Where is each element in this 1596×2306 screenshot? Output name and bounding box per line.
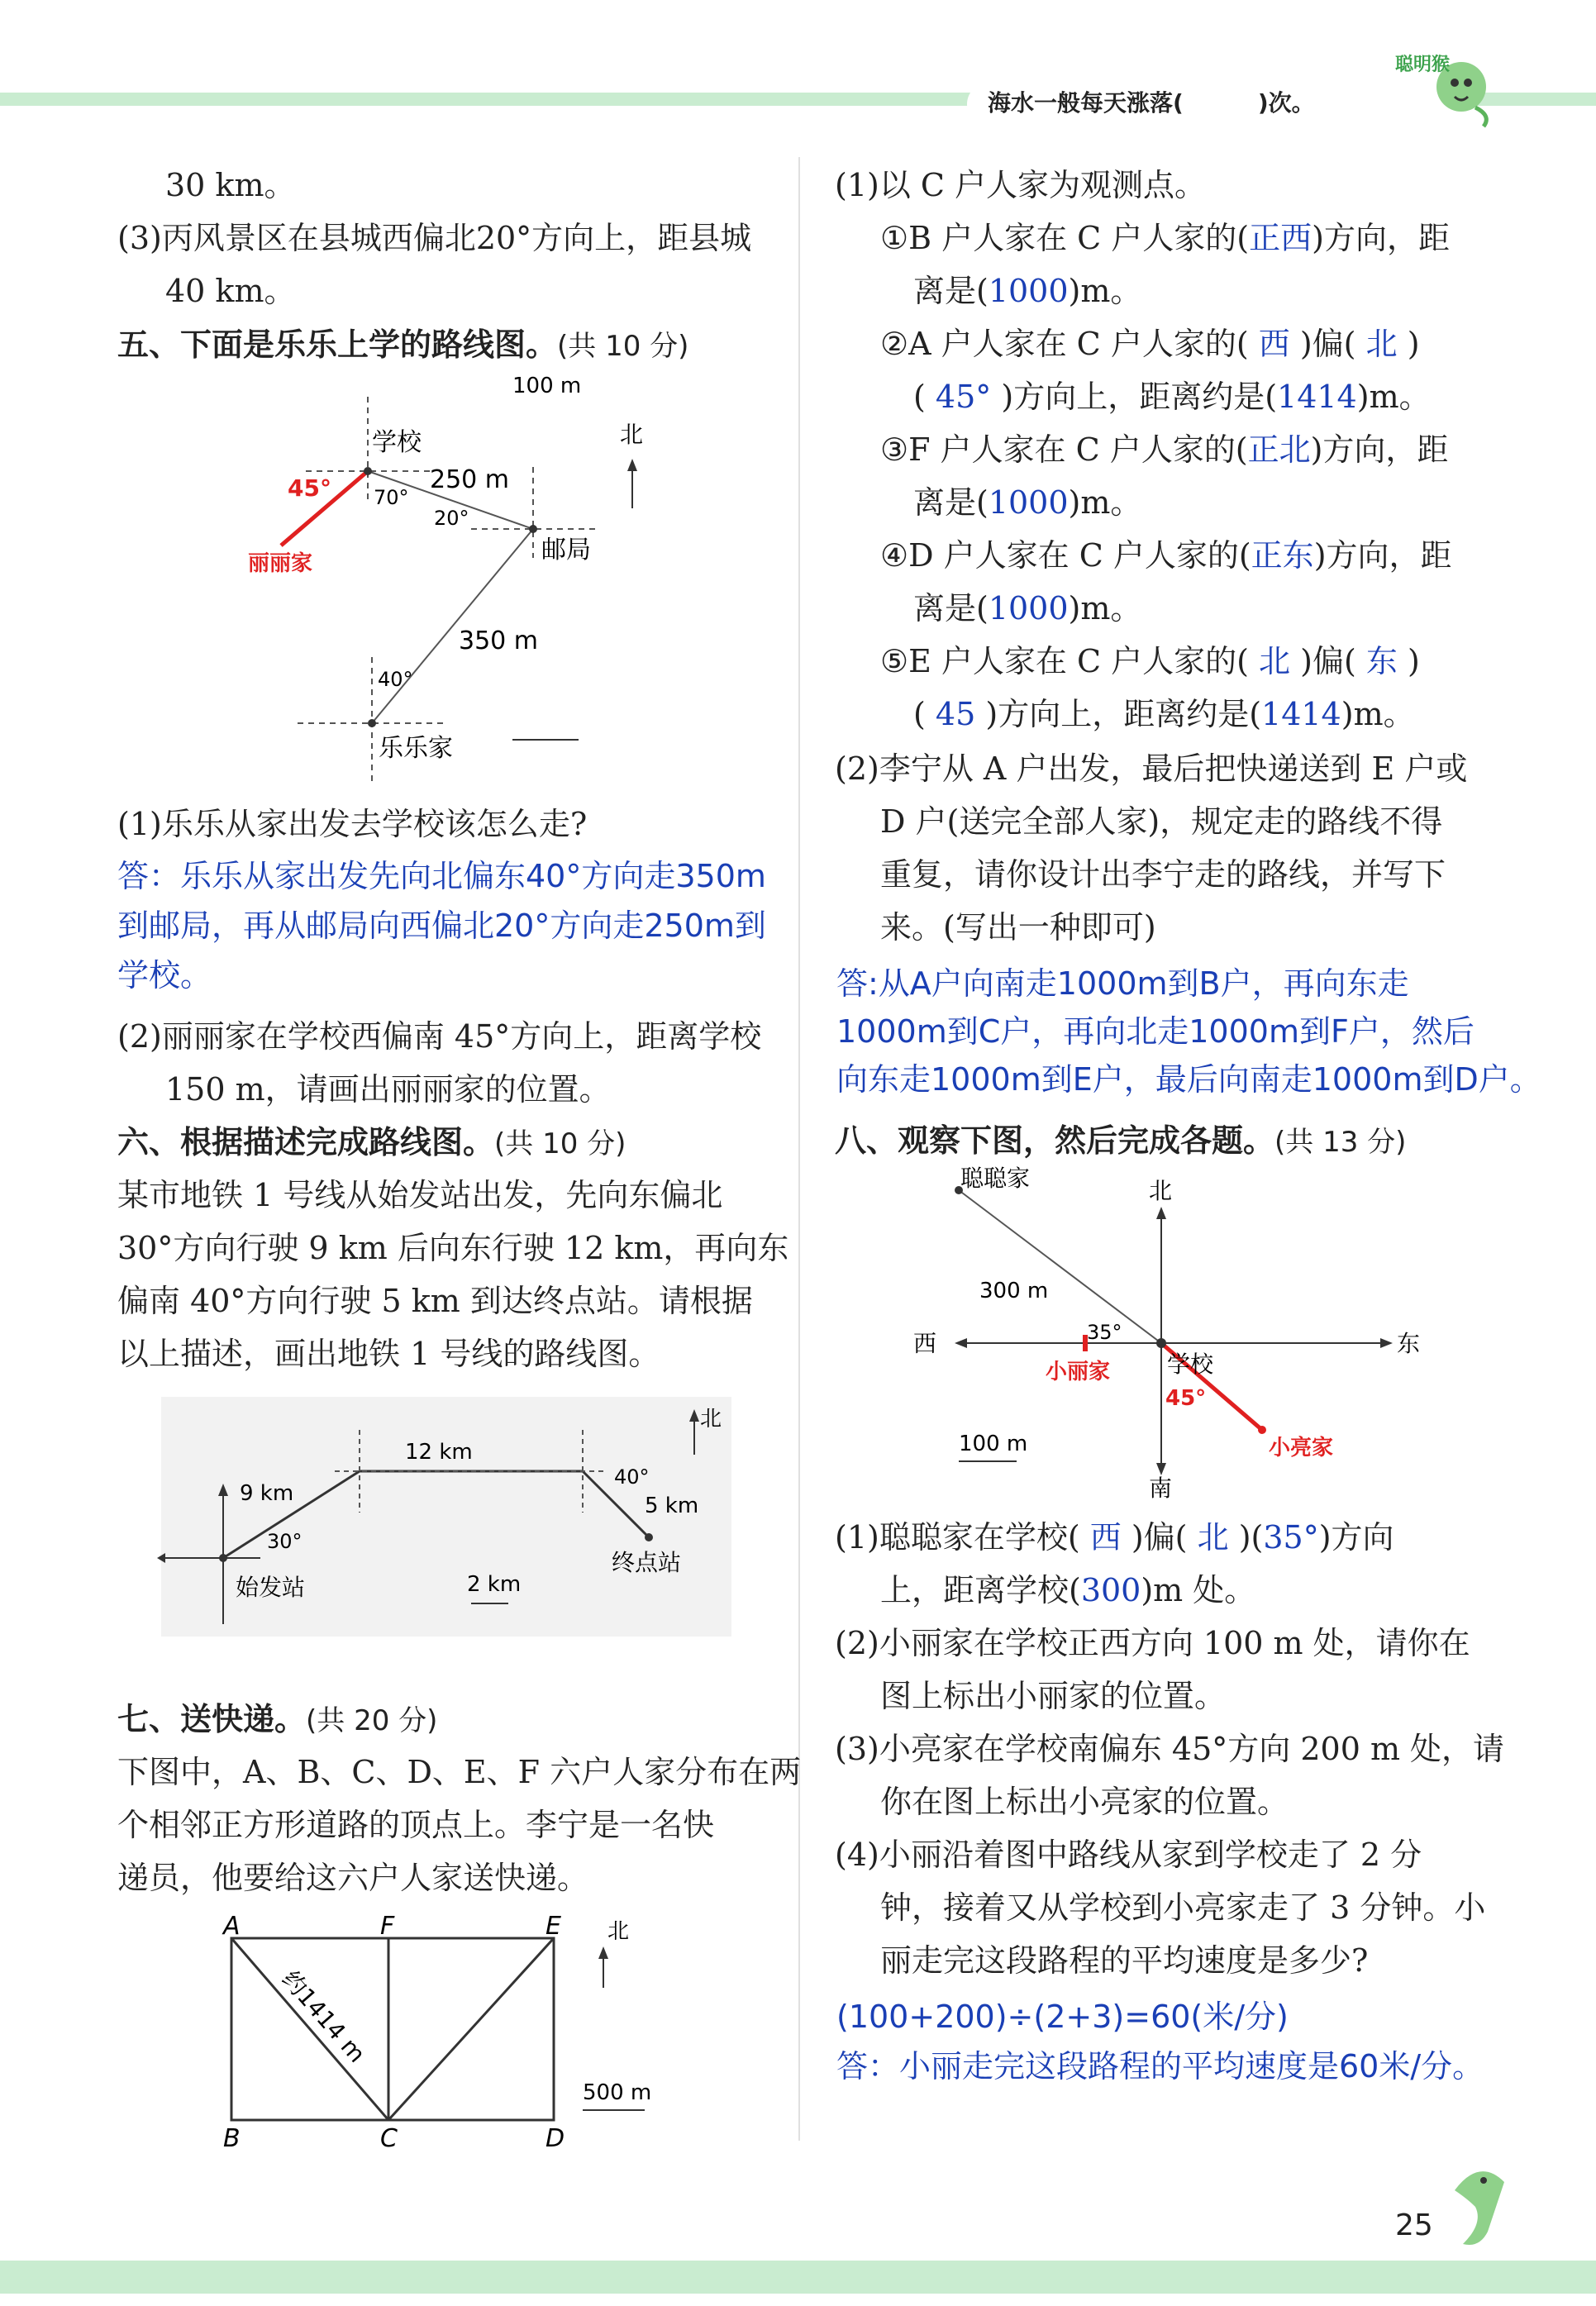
- s7-para-line3: 递员，他要给这六户人家送快递。: [117, 1860, 589, 1896]
- north-label: 北: [620, 421, 644, 448]
- s6-para-line3: 偏南 40°方向行驶 5 km 到达终点站。请根据: [117, 1283, 753, 1319]
- section6-title: 六、根据描述完成路线图。(共 10 分): [117, 1124, 626, 1160]
- point-C: C: [380, 2124, 398, 2153]
- angle-35-label: 35°: [1087, 1321, 1122, 1344]
- s7-q2-line3: 重复，请你设计出李宁走的路线，并写下: [880, 856, 1446, 893]
- s5-answer1-line3: 学校。: [117, 957, 212, 993]
- angle-45-label: 45°: [288, 474, 331, 502]
- s7-q1-item3-line2: 离是(1000)m。: [913, 484, 1142, 521]
- s5-answer1-line1: 答：乐乐从家出发先向北偏东40°方向走350m: [117, 858, 766, 894]
- footer-band: [0, 2261, 1596, 2294]
- s7-q1-item2-line1: ②A 户人家在 C 户人家的( 西 )偏( 北 ): [880, 326, 1420, 362]
- route-diagram-lele: [231, 374, 694, 789]
- compass-map-diagram: [901, 1165, 1430, 1502]
- q4-cont-line2: (3)丙风景区在县城西偏北20°方向上，距县城: [117, 220, 752, 256]
- angle-40-label-s6: 40°: [614, 1465, 650, 1489]
- delivery-grid-diagram: [215, 1913, 678, 2153]
- s8-q4-answer: 答：小丽走完这段路程的平均速度是60米/分。: [836, 2048, 1484, 2084]
- point-D: D: [545, 2124, 565, 2153]
- s7-q1-item5-line1: ⑤E 户人家在 C 户人家的( 北 )偏( 东 ): [880, 643, 1420, 679]
- angle-70-label: 70°: [374, 486, 409, 509]
- s8-q3-line2: 你在图上标出小亮家的位置。: [880, 1784, 1289, 1820]
- north-label-s8: 北: [1149, 1177, 1173, 1204]
- s8-q2-line2: 图上标出小丽家的位置。: [880, 1678, 1227, 1714]
- scale-label: 100 m: [512, 374, 582, 398]
- distance-300m-label: 300 m: [979, 1279, 1049, 1303]
- s8-q4-calc: (100+200)÷(2+3)=60(米/分): [836, 1999, 1289, 2035]
- s7-q2-answer-line3: 向东走1000m到E户，最后向南走1000m到D户。: [836, 1061, 1541, 1098]
- school-label: 学校: [372, 428, 422, 457]
- start-station-label: 始发站: [236, 1574, 306, 1601]
- s5-question1: (1)乐乐从家出发去学校该怎么走?: [117, 806, 588, 842]
- s7-para-line1: 下图中，A、B、C、D、E、F 六户人家分布在两: [117, 1754, 802, 1790]
- point-B: B: [223, 2124, 241, 2153]
- scale-500m-label: 500 m: [583, 2080, 652, 2105]
- s8-q2-line1: (2)小丽家在学校正西方向 100 m 处，请你在: [835, 1625, 1470, 1661]
- diagonal-distance-label: 约1414 m: [276, 1965, 371, 2068]
- s6-para-line4: 以上描述，画出地铁 1 号线的路线图。: [117, 1336, 660, 1372]
- congcong-home-label: 聪聪家: [960, 1165, 1031, 1192]
- north-label-s6: 北: [700, 1407, 722, 1432]
- lili-home-label: 丽丽家: [248, 551, 313, 576]
- s7-q2-line1: (2)李宁从 A 户出发，最后把快递送到 E 户或: [835, 750, 1468, 787]
- section8-title: 八、观察下图，然后完成各题。(共 13 分): [835, 1122, 1407, 1159]
- s6-para-line2: 30°方向行驶 9 km 后向东行驶 12 km，再向东: [117, 1230, 789, 1266]
- s6-para-line1: 某市地铁 1 号线从始发站出发，先向东偏北: [117, 1177, 723, 1213]
- s7-q2-answer-line1: 答:从A户向南走1000m到B户，再向东走: [836, 965, 1409, 1002]
- s5-question2-line1: (2)丽丽家在学校西偏南 45°方向上，距离学校: [117, 1018, 762, 1055]
- s7-q1-item2-line2: ( 45° )方向上，距离约是(1414)m。: [913, 379, 1431, 415]
- s5-question2-line2: 150 m，请画出丽丽家的位置。: [165, 1071, 611, 1108]
- s8-q1-line2: 上，距离学校(300)m 处。: [880, 1572, 1256, 1608]
- angle-45-label-s8: 45°: [1165, 1386, 1207, 1411]
- point-A: A: [223, 1912, 241, 1941]
- point-E: E: [545, 1912, 561, 1941]
- s7-q1-item1-line1: ①B 户人家在 C 户人家的(正西)方向，距: [880, 220, 1450, 256]
- distance-250-label: 250 m: [430, 465, 510, 494]
- s8-q4-line2: 钟，接着又从学校到小亮家走了 3 分钟。小: [880, 1889, 1486, 1926]
- s7-q2-line2: D 户(送完全部人家)，规定走的路线不得: [880, 803, 1443, 840]
- s7-q1-item4-line1: ④D 户人家在 C 户人家的(正东)方向，距: [880, 537, 1452, 574]
- monkey-mascot-icon: [1389, 45, 1496, 128]
- distance-12km-label: 12 km: [405, 1440, 473, 1465]
- angle-40-label: 40°: [378, 668, 413, 691]
- s8-q4-line3: 丽走完这段路程的平均速度是多少?: [880, 1942, 1369, 1979]
- subway-route-diagram: [161, 1397, 731, 1637]
- q4-cont-line1: 30 km。: [165, 167, 296, 203]
- mascot-label: 聪明猴: [1395, 55, 1451, 75]
- west-label: 西: [913, 1330, 937, 1357]
- distance-9km-label: 9 km: [240, 1481, 294, 1506]
- xiaoliang-home-label: 小亮家: [1269, 1436, 1334, 1460]
- s7-q1-item1-line2: 离是(1000)m。: [913, 273, 1142, 309]
- s7-q1-intro: (1)以 C 户人家为观测点。: [835, 167, 1207, 203]
- column-divider: [798, 157, 800, 2141]
- s8-q1-line1: (1)聪聪家在学校( 西 )偏( 北 )(35°)方向: [835, 1519, 1394, 1556]
- s7-q2-line4: 来。(写出一种即可): [880, 909, 1156, 946]
- section7-title: 七、送快递。(共 20 分): [117, 1701, 438, 1737]
- school-label-s8: 学校: [1167, 1351, 1214, 1378]
- xiaoli-home-label: 小丽家: [1046, 1360, 1111, 1384]
- s7-q1-item5-line2: ( 45 )方向上，距离约是(1414)m。: [913, 696, 1415, 732]
- s7-q1-item4-line2: 离是(1000)m。: [913, 590, 1142, 627]
- distance-350-label: 350 m: [459, 627, 539, 655]
- s7-para-line2: 个相邻正方形道路的顶点上。李宁是一名快: [117, 1807, 715, 1843]
- angle-20-label: 20°: [434, 507, 469, 530]
- point-F: F: [380, 1912, 395, 1941]
- s7-q2-answer-line2: 1000m到C户，再向北走1000m到F户，然后: [836, 1013, 1475, 1050]
- s5-answer1-line2: 到邮局，再从邮局向西偏北20°方向走250m到: [117, 908, 766, 944]
- dolphin-mascot-icon: [1438, 2157, 1521, 2256]
- q4-cont-line3: 40 km。: [165, 273, 296, 309]
- lele-home-label: 乐乐家: [379, 734, 453, 763]
- page-number: 25: [1395, 2208, 1433, 2242]
- north-label-s7: 北: [607, 1919, 630, 1944]
- section5-title: 五、下面是乐乐上学的路线图。(共 10 分): [117, 326, 689, 363]
- scale-100m-label: 100 m: [959, 1432, 1028, 1456]
- east-label: 东: [1397, 1330, 1421, 1357]
- scale-2km-label: 2 km: [467, 1572, 522, 1597]
- angle-30-label: 30°: [267, 1530, 303, 1553]
- end-station-label: 终点站: [612, 1549, 682, 1576]
- distance-5km-label: 5 km: [645, 1494, 699, 1518]
- post-office-label: 邮局: [541, 536, 591, 565]
- s7-q1-item3-line1: ③F 户人家在 C 户人家的(正北)方向，距: [880, 431, 1449, 468]
- south-label: 南: [1149, 1475, 1173, 1502]
- header-tip-text: 海水一般每天涨落( )次。: [988, 89, 1315, 117]
- s8-q4-line1: (4)小丽沿着图中路线从家到学校走了 2 分: [835, 1837, 1422, 1873]
- s8-q3-line1: (3)小亮家在学校南偏东 45°方向 200 m 处，请: [835, 1731, 1505, 1767]
